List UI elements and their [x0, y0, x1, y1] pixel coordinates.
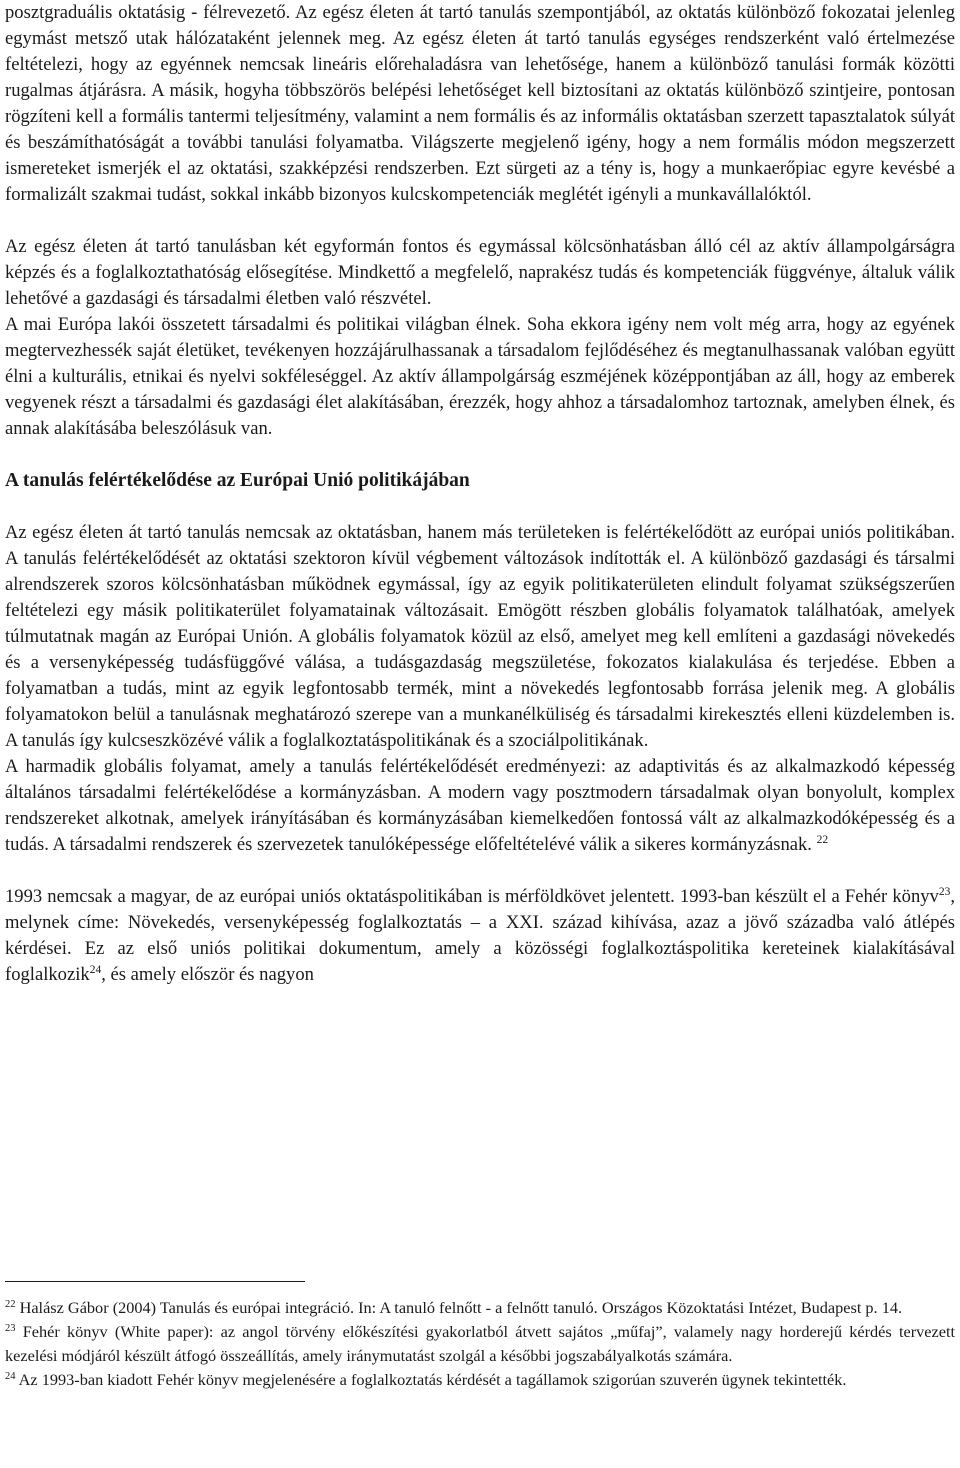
- paragraph-european-society: A mai Európa lakói összetett társadalmi és politikai világban élnek. Soha ekkora igény nem volt még arra, hogy az egyének megtervezhessék saját életüket, tevékenyen hozzájárulhassanak a társadalom fejlődéséhez és megtanulhassanak valóban együtt élni a kulturális, etnikai és nyelvi sokféleséggel. Az aktív állampolgárság eszméjének középpontjában az áll, hogy az emberek vegyenek részt a társadalmi és gazdasági élet alakításában, érezzék, hogy ahhoz a társadalomhoz tartoznak, amelyben élnek, és annak alakításába beleszólásuk van.: [5, 314, 955, 439]
- paragraph-gap: [5, 208, 955, 234]
- paragraph-text: , és amely először és nagyon: [101, 964, 314, 985]
- paragraph-white-paper: [5, 884, 955, 988]
- document-body: [5, 0, 955, 988]
- paragraph-text: 1993 nemcsak a magyar, de az európai uniós oktatáspolitikában is mérföldkövet jelentett. 1993-ban készült el a Fehér könyv: [5, 886, 939, 907]
- paragraph-lifelong-learning-system: posztgraduális oktatásig - félrevezető. Az egész életen át tartó tanulás szempontjából, az oktatás különböző fokozatai jelenleg egymást metsző utak hálózataként jelennek meg. Az egész életen át tartó tanulás egységes rendszerként való értelmezése feltételezi, hogy az egyénnek nemcsak lineáris előrehaladásra van lehetősége, hanem a különböző tanulási formák közötti rugalmas átjárásra. A másik, hogyha többszörös belépési lehetőséget kell biztosítani az oktatás különböző szintjeire, pontosan rögzíteni kell a formális tantermi teljesítmény, valamint a nem formális és az informális oktatásban szerzett tapasztalatok súlyát és beszámíthatóságát a további tanulási folyamatba. Világszerte megjelenő igény, hogy a nem formális módon megszerzett ismereteket ismerjék el az oktatási, szakképzési rendszerben. Ezt sürgeti az a tény is, hogy a munkaerőpiac egyre kevésbé a formalizált szakmai tudást, sokkal inkább bizonyos kulcskompetenciák meglétét igényli a munkavállalóktól.: [5, 2, 955, 205]
- footnote-number: 23: [5, 1323, 16, 1334]
- footnote-text: Fehér könyv (White paper): az angol törvény előkészítési gyakorlatból átvett sajátos „műfaj”, valamely nagy horderejű kérdés tervezett kezelési módjáról készült átfogó összeállítás, amely iránymutatást szolgál a későbbi jogszabályalkotás számára.: [5, 1322, 955, 1365]
- paragraph-gap: [5, 494, 955, 520]
- paragraph-text: A harmadik globális folyamat, amely a tanulás felértékelődését eredményezi: az adaptivitás és az alkalmazkodó képesség általános társadalmi felértékelődése a kormányzásban. A modern vagy posztmodern társadalmak olyan bonyolult, komplex rendszereket alkotnak, amelyek irányításában és kormányzásában kiemelkedően fontossá vált az alkalmazkodóképesség és a tudás. A társadalmi rendszerek és szervezetek tanulóképessége előfeltételévé válik a sikeres kormányzásnak.: [5, 756, 955, 855]
- footnote-22: [5, 1296, 955, 1320]
- footnote-23: [5, 1320, 955, 1368]
- footnote-number: 22: [5, 1299, 16, 1310]
- footnote-ref-24[interactable]: 24: [89, 964, 102, 976]
- footnote-number: 24: [5, 1371, 16, 1382]
- footnotes: [5, 1296, 955, 1392]
- paragraph-gap: [5, 442, 955, 468]
- section-heading: A tanulás felértékelődése az Európai Unió politikájában: [5, 470, 470, 491]
- footnote-separator: [5, 1281, 305, 1282]
- footnote-ref-23[interactable]: 23: [938, 886, 951, 898]
- footnote-24: [5, 1368, 955, 1392]
- paragraph-citizenship-employability: Az egész életen át tartó tanulásban két egyformán fontos és egymással kölcsönhatásban álló cél az aktív állampolgárságra képzés és a foglalkoztathatóság elősegítése. Mindkettő a megfelelő, naprakész tudás és kompetenciák függvénye, általuk válik lehetővé a gazdasági és társadalmi életben való részvétel.: [5, 236, 955, 309]
- paragraph-eu-policy: Az egész életen át tartó tanulás nemcsak az oktatásban, hanem más területeken is felértékelődött az európai uniós politikában. A tanulás felértékelődését az oktatási szektoron kívül végbement változások indították el. A különböző gazdasági és társalmi alrendszerek szoros kölcsönhatásban működnek egymással, így az egyik politikaterületen elindult folyamat szükségszerűen feltételezi egy másik politikaterület folyamatainak változásait. Emögött részben globális folyamatok találhatóak, amelyek túlmutatnak magán az Európai Unión. A globális folyamatok közül az első, amelyet meg kell említeni a gazdasági növekedés és a versenyképesség tudásfüggővé válása, a tudásgazdaság megszületése, fokozatos kialakulása és terjedése. Ebben a folyamatban a tudás, mint az egyik legfontosabb termék, mint a növekedés legfontosabb forrása jelenik meg. A globális folyamatokon belül a tanulásnak meghatározó szerepe van a munkanélküliség és társadalmi kirekesztés elleni küzdelemben is. A tanulás így kulcseszközévé válik a foglalkoztatáspolitikának és a szociálpolitikának.: [5, 522, 955, 751]
- footnote-ref-22[interactable]: 22: [816, 834, 829, 846]
- footnote-text: Az 1993-ban kiadott Fehér könyv megjelenésére a foglalkoztatás kérdését a tagállamok szigorúan szuverén ügynek tekintették.: [15, 1370, 847, 1389]
- paragraph-gap: [5, 858, 955, 884]
- paragraph-third-global-process: [5, 754, 955, 858]
- footnote-text: Halász Gábor (2004) Tanulás és európai integráció. In: A tanuló felnőtt - a felnőtt tanuló. Országos Közoktatási Intézet, Budapest p. 14.: [15, 1298, 903, 1317]
- paragraph-text: , melynek címe: Növekedés, versenyképesség foglalkoztatás – a XXI. század kihívása, azaz a jövő századba való átlépés kérdései. Ez az első uniós politikai dokumentum, amely a közösségi foglalkoztáspolitika kereteinek kialakításával foglalkozik: [5, 886, 955, 985]
